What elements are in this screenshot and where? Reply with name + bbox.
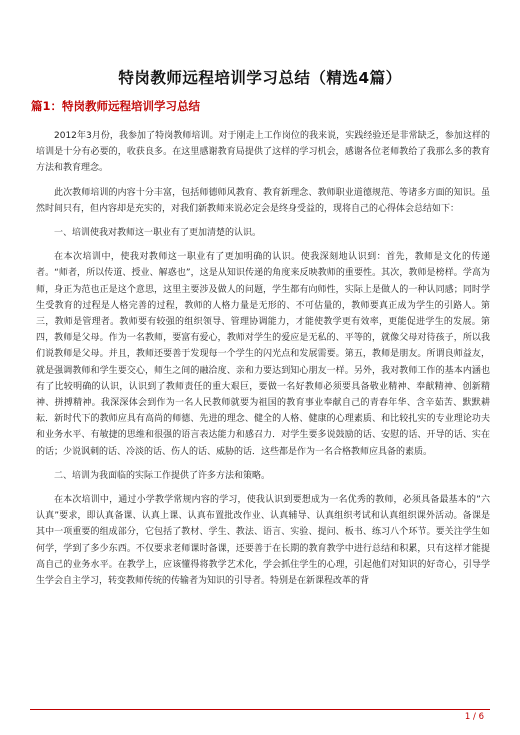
section-heading: 篇1：特岗教师远程培训学习总结	[31, 99, 200, 113]
paragraph-gap	[36, 460, 490, 468]
paragraph: 2012年3月份，我参加了特岗教师培训。对于刚走上工作岗位的我来说，实践经验还是非常缺乏，参加这样的培训是十分有必要的，收获良多。在这里感谢教育局提供了这样的学习机会，感谢各位老师教给了我那么多的教育方法和教育理念。	[36, 131, 490, 174]
paragraph: 此次教师培训的内容十分丰富，包括师德师风教育、教育新理念、教师职业道德规范、等诸多方面的知识。虽然时间只有，但内容却是充实的，对我们新教师来说必定会是终身受益的，现将自己的心得体会总结如下：	[36, 187, 490, 214]
paragraph-gap	[36, 241, 490, 249]
paragraph-gap	[36, 484, 490, 492]
document-title: 特岗教师远程培训学习总结（精选4篇）	[118, 69, 402, 87]
paragraph: 一、培训使我对教师这一职业有了更加清楚的认识。	[54, 228, 262, 239]
footer-divider	[30, 709, 490, 710]
page-number: 1 / 6	[464, 712, 484, 722]
paragraph-gap	[36, 217, 490, 225]
document-body	[36, 128, 490, 589]
paragraph-gap	[36, 177, 490, 185]
paragraph: 二、培训为我面临的实际工作提供了许多方法和策略。	[54, 470, 271, 481]
paragraph: 在本次培训中，通过小学教学常规内容的学习，使我认识到要想成为一名优秀的教师，必须具备最基本的”六认真”要求，即认真备课、认真上课、认真布置批改作业、认真辅导、认真组织考试和认真组织课外活动。备课是其中一项重要的组成部分，它包括了教材、学生、教法、语言、实验、提问、板书、练习八个环节。要关注学生如何学，学到了多少东西。不仅要求老师课时备课，还要善于在长期的教育教学中进行总结和积累，只有这样才能提高自己的业务水平。在教学上，应该懂得将教学艺术化，学会抓住学生的心理，引起他们对知识的好奇心，引导学生学会自主学习，转变教师传统的传输者为知识的引导者。特别是在新课程改革的背	[36, 495, 490, 587]
paragraph: 在本次培训中，使我对教师这一职业有了更加明确的认识。使我深刻地认识到：首先，教师是文化的传递者。“师者，所以传道、授业、解惑也”，这是从知识传递的角度来反映教师的重要性。其次，教师是榜样。学高为师，身正为范也正是这个意思，这里主要涉及做人的问题，学生都有向师性，实际上是做人的一种认同感；同时学生受教育的过程是人格完善的过程，教师的人格力量是无形的、不可估量的，教师要真正成为学生的引路人。第三，教师是管理者。教师要有较强的组织领导、管理协调能力，才能使教学更有效率，更能促进学生的发展。第四，教师是父母。作为一名教师，要富有爱心，教师对学生的爱应是无私的、平等的，就像父母对待孩子，所以我们说教师是父母。并且，教师还要善于发现每一个学生的闪光点和发展需要。第五，教师是朋友。所谓良师益友，就是强调教师和学生要交心，师生之间的融洽度、亲和力要达到知心朋友一样。另外，我对教师工作的基本内涵也有了比较明确的认识，认识到了教师责任的重大艰巨，要做一名好教师必须要具备敬业精神、奉献精神、创新精神、拼搏精神。我深深体会到作为一名人民教师就要为祖国的教育事业奉献自己的青春年华、含辛茹苦、默默耕耘．新时代下的教师应具有高尚的师德、先进的理念、健全的人格、健康的心理素质、和比较扎实的专业理论功夫和业务水平、有敏捷的思维和很强的语言表达能力和感召力．对学生要多说鼓励的话、安慰的话、开导的话、实在的话；少说讽刺的话、冷淡的话、伤人的话、威胁的话．这些都是作为一名合格教师应具备的素质。	[36, 252, 490, 457]
